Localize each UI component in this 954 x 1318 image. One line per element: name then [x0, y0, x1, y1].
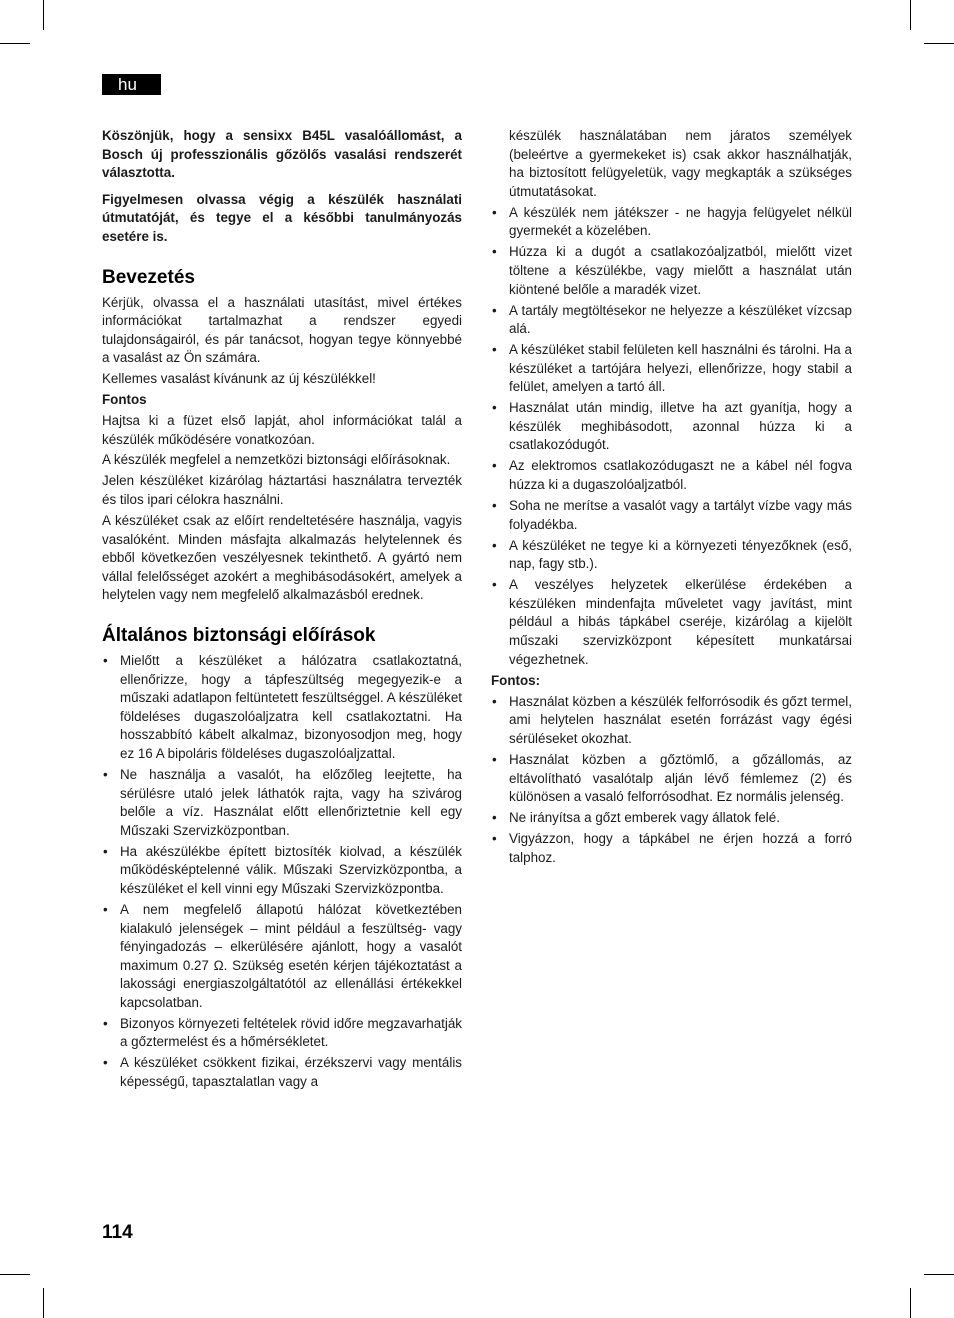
list-item: • A készüléket stabil felületen kell használni és tárolni. Ha a készüléket a tartójára helyezi, ellenőrizze, hogy stabil a felület, amelyen a tartó áll.	[491, 341, 852, 397]
right-column	[491, 127, 852, 870]
list-item: • Bizonyos környezeti feltételek rövid időre megzavarhatják a gőztermelést és a hőmérsékletet.	[102, 1015, 462, 1052]
paragraph: A készüléket csak az előírt rendeltetésére használja, vagyis vasalóként. Minden másfajta alkalmazás helytelennek és ebből következően veszélyesnek tekinthető. A gyártó nem vállal felelősséget azokért a meghibásodásokért, amelyek a helytelen vagy nem megfelelő alkalmazásból erednek.	[102, 513, 462, 603]
list-item: • Soha ne merítse a vasalót vagy a tartályt vízbe vagy más folyadékba.	[491, 497, 852, 534]
list-item: • A készüléket csökkent fizikai, érzékszervi vagy mentális képességű, tapasztalatlan vagy a	[102, 1054, 462, 1091]
list-item: • Mielőtt a készüléket a hálózatra csatlakoztatná, ellenőrizze, hogy a tápfeszültség megegyezik-e a műszaki adatlapon feltüntetett feszültséggel. A készüléket földeléses dugaszolóaljzatra kell csatlakoztatni. Ha hosszabbító kábelt alkalmaz, bizonyosodjon meg, hogy ez 16 A bipoláris földeléses dugaszolóaljzattal.	[102, 652, 462, 764]
paragraph: Hajtsa ki a füzet első lapját, ahol információkat talál a készülék működésére vonatkozóan.	[102, 412, 462, 447]
safety-list-continued	[491, 204, 852, 669]
paragraph: Jelen készüléket kizárólag háztartási használatra tervezték és tilos ipari célokra használni.	[102, 473, 462, 508]
paragraph: A készülék megfelel a nemzetközi biztonsági előírásoknak.	[102, 452, 451, 468]
language-tag: hu	[102, 74, 161, 95]
list-item: • A tartály megtöltésekor ne helyezze a készüléket vízcsap alá.	[491, 302, 852, 339]
paragraph: Kellemes vasalást kívánunk az új készülékkel!	[102, 371, 376, 387]
intro-thanks: Köszönjük, hogy a sensixx B45L vasalóállomást, a Bosch új professzionális gőzölős vasalási rendszerét választotta.	[102, 128, 462, 181]
list-item: • Ha akészülékbe épített biztosíték kiolvad, a készülék működésképtelenné válik. Műszaki Szervizközpontba, a készüléket el kell vinni egy Műszaki Szervizközpontba.	[102, 843, 462, 899]
section-title-introduction: Bevezetés	[102, 266, 195, 288]
list-item: • A nem megfelelő állapotú hálózat következtében kialakuló jelenségek – mint például a feszültség- vagy fényingadozás – elkerülésére ajánlott, hogy a vasalót maximum 0.27 Ω. Szükség esetén kérjen tájékoztatást a lakossági energiaszolgáltatótól az ellenállási értékekkel kapcsolatban.	[102, 901, 462, 1013]
list-item: • Húzza ki a dugót a csatlakozóaljzatból, mielőtt vizet töltene a készülékbe, vagy mielőtt a használat után kiöntené belőle a maradék vizet.	[491, 243, 852, 299]
crop-mark	[924, 1274, 954, 1275]
list-item: • Használat közben a készülék felforrósodik és gőzt termel, ami helytelen használat esetén forrázást vagy égési sérüléseket okozhat.	[491, 693, 852, 749]
important-heading: Fontos	[102, 392, 147, 408]
paragraph: Kérjük, olvassa el a használati utasítást, mivel értékes információkat tartalmazhat a rendszer egyedi tulajdonságairól, és pár tanácsot, hogyan tegye könnyebbé a vasalást az Ön számára.	[102, 294, 462, 366]
list-item: • Vigyázzon, hogy a tápkábel ne érjen hozzá a forró talphoz.	[491, 830, 852, 867]
list-item: • Ne irányítsa a gőzt emberek vagy állatok felé.	[491, 809, 852, 828]
list-item: • Ne használja a vasalót, ha előzőleg leejtette, ha sérülésre utaló jelek láthatók rajta, vagy ha szivárog belőle a víz. Használat előtt ellenőriztetnie kell egy Műszaki Szervizközpontban.	[102, 766, 462, 840]
important-heading: Fontos:	[491, 673, 541, 689]
important-list	[491, 693, 852, 868]
list-item-continuation: készülék használatában nem járatos személyek (beleértve a gyermekeket is) csak akkor használhatják, ha biztosított felügyeletük, vagy megkapták a szükséges útmutatásokat.	[509, 128, 852, 199]
intro-read-carefully: Figyelmesen olvassa végig a készülék használati útmutatóját, és tegye el a későbbi tanulmányozás esetére is.	[102, 191, 462, 244]
crop-mark	[43, 1288, 44, 1318]
list-item: • A készüléket ne tegye ki a környezeti tényezőknek (eső, nap, fagy stb.).	[491, 537, 852, 574]
list-item: • A veszélyes helyzetek elkerülése érdekében a készüléken mindenfajta műveletet vagy javítást, mint például a hibás tápkábel cseréje, kizárólag a kijelölt műszaki szervizközpont képesített munkatársai végezhetnek.	[491, 576, 852, 669]
list-item: • Használat után mindig, illetve ha azt gyanítja, hogy a készülék meghibásodott, azonnal húzza ki a csatlakozódugót.	[491, 399, 852, 455]
safety-list	[102, 652, 462, 1092]
list-item: • A készülék nem játékszer - ne hagyja felügyelet nélkül gyermekét a közelében.	[491, 204, 852, 241]
list-item: • Az elektromos csatlakozódugaszt ne a kábel nél fogva húzza ki a dugaszolóaljzatból.	[491, 457, 852, 494]
crop-mark	[924, 43, 954, 44]
left-column	[102, 127, 462, 1094]
list-item: • Használat közben a gőztömlő, a gőzállomás, az eltávolítható vasalótalp alján lévő fémlemez (2) és különösen a vasaló felforrósodhat. Ez normális jelenség.	[491, 751, 852, 807]
section-title-safety: Általános biztonsági előírások	[102, 625, 376, 647]
crop-mark	[43, 0, 44, 30]
crop-mark	[910, 0, 911, 30]
crop-mark	[910, 1288, 911, 1318]
page-number: 114	[102, 1222, 133, 1243]
crop-mark	[0, 1274, 30, 1275]
crop-mark	[0, 43, 30, 44]
